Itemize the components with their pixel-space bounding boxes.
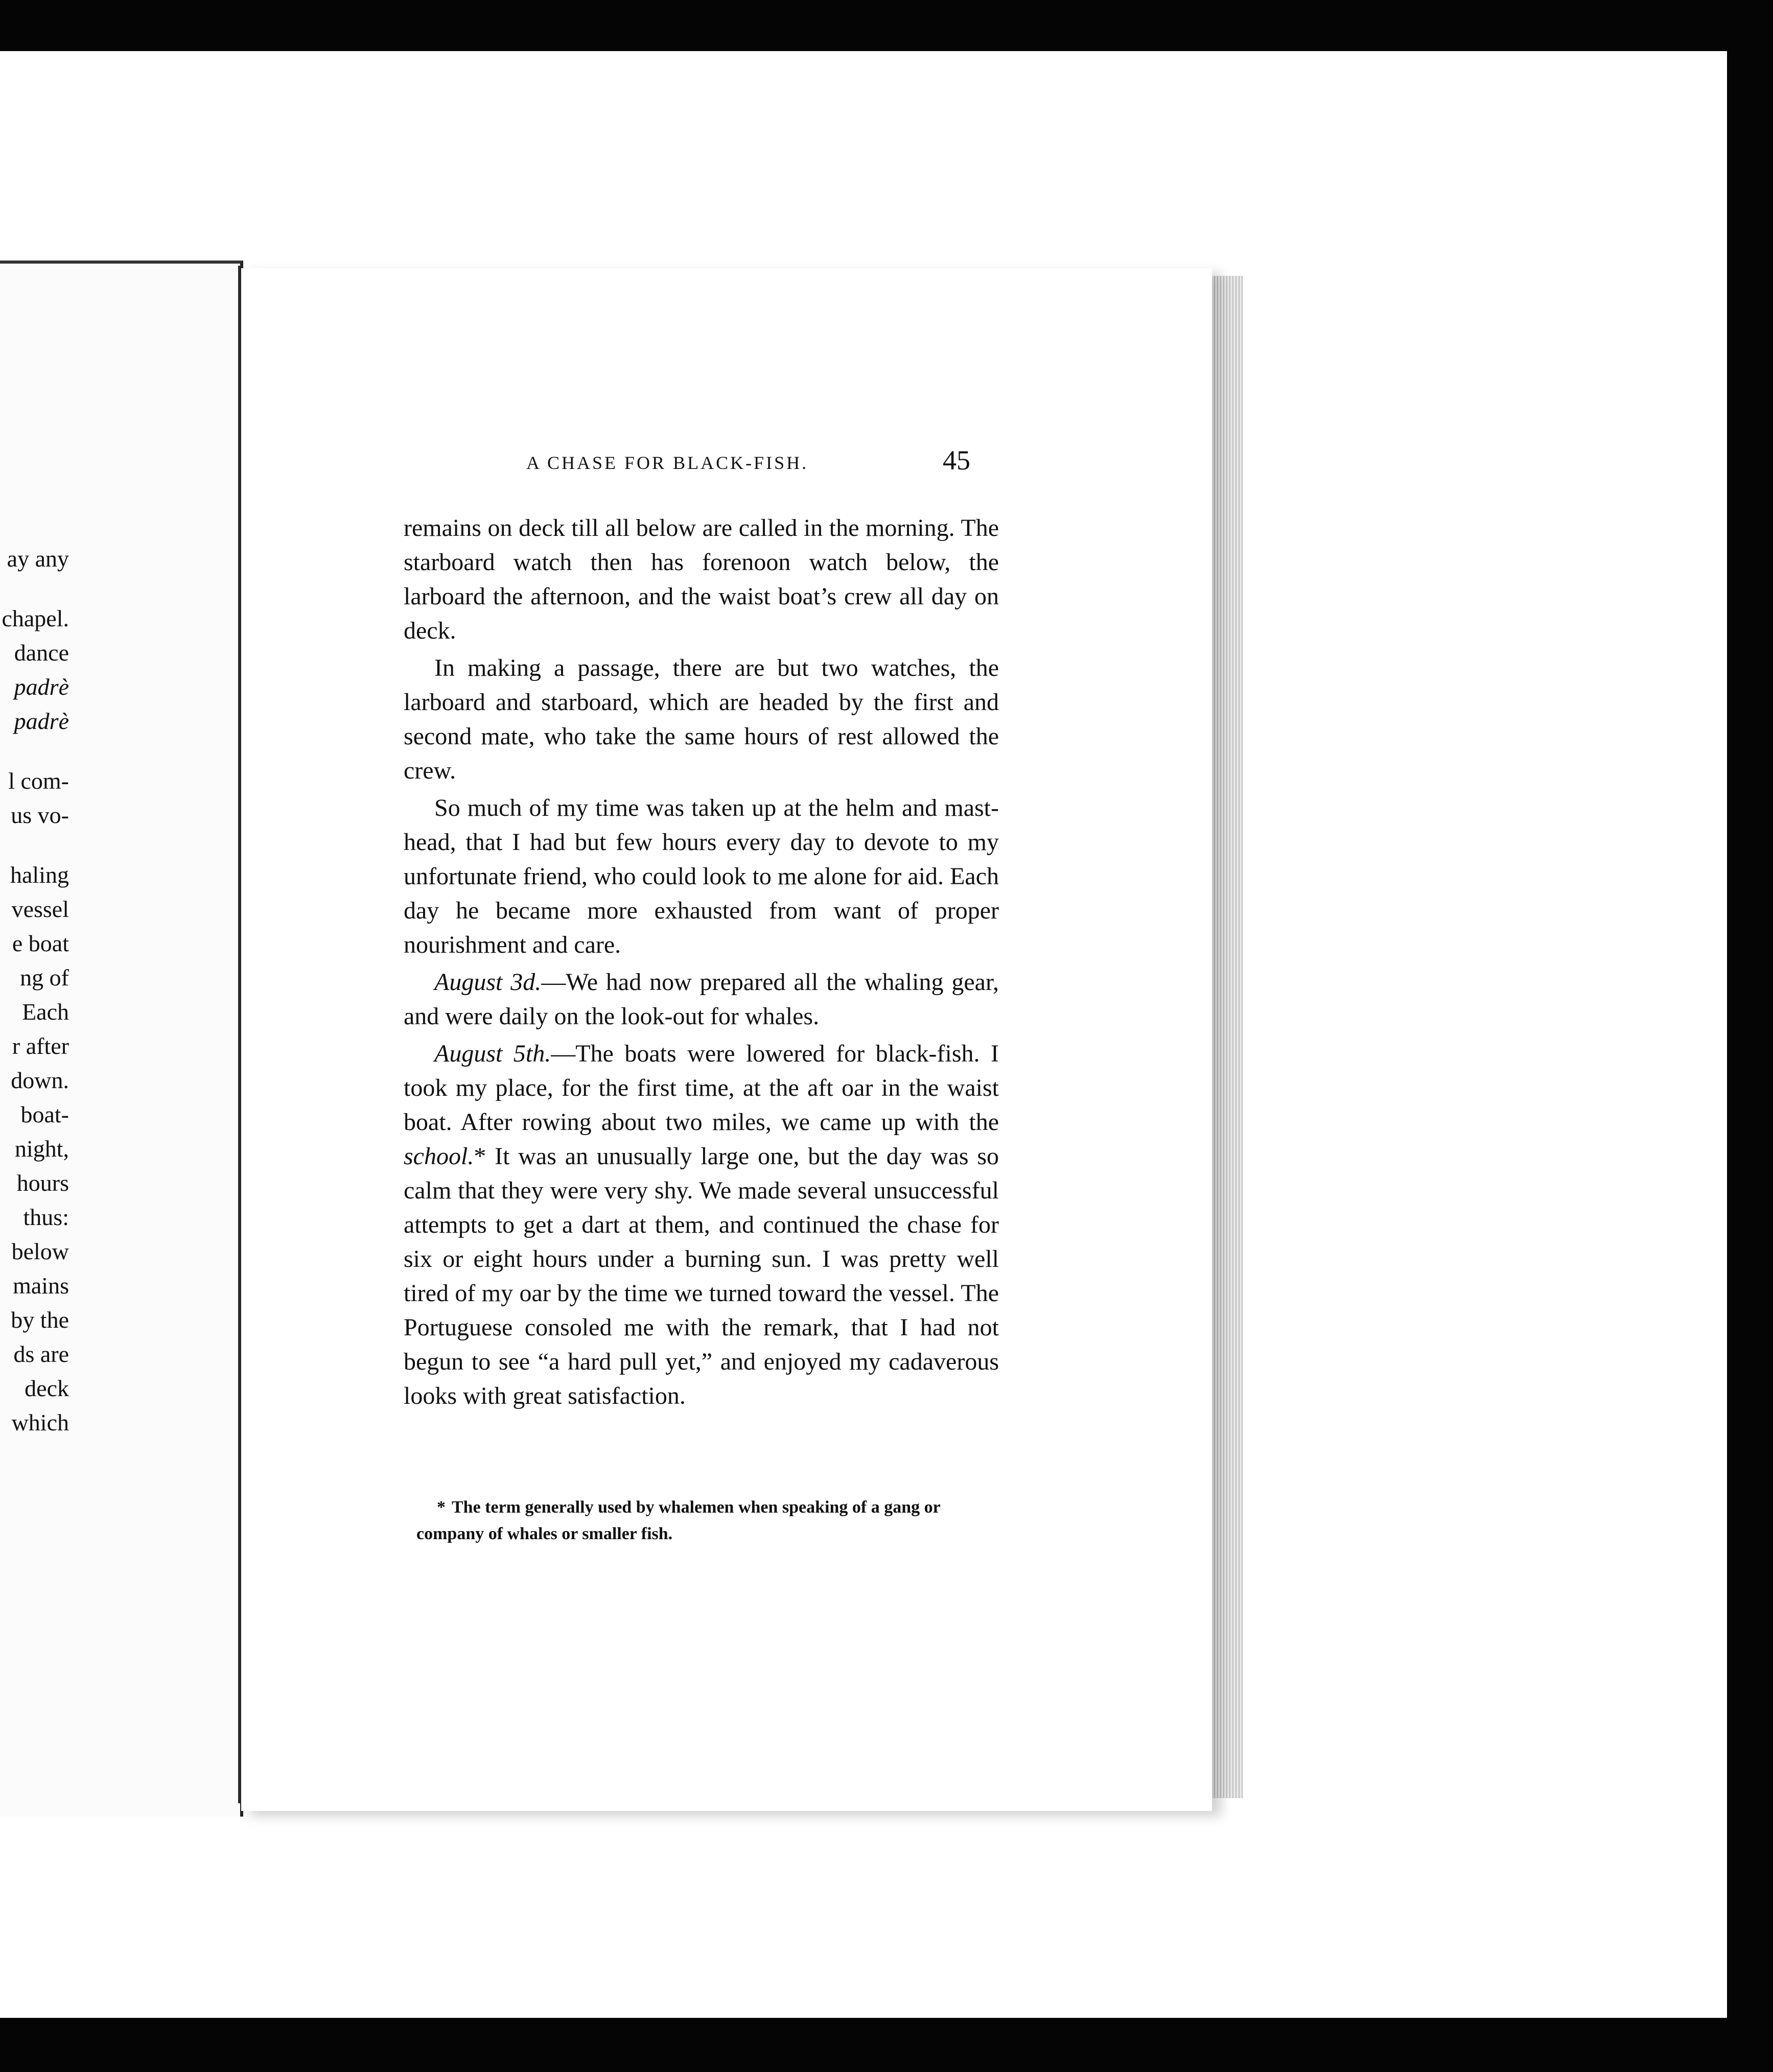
paragraph-text: It was an unusually large one, but the day was so calm that they were very shy. We made several unsuccessful attempts to get a dart at them, and continued the chase for six or eight hours under a burning sun. I was pretty well tired of my oar by the time we turned toward the vessel. The Portuguese consoled me with the remark, that I had not begun to see “a hard pull yet,” and enjoyed my cadaverous looks with great satisfaction. (404, 1143, 999, 1409)
left-line: haling (10, 862, 69, 888)
italic-term: school. (404, 1143, 474, 1170)
left-line: deck (25, 1375, 69, 1401)
left-line: us vo- (11, 802, 69, 828)
page-number: 45 (943, 445, 970, 476)
left-line: thus: (23, 1204, 69, 1230)
left-line: by the (11, 1307, 69, 1333)
body-text (404, 511, 999, 1416)
left-line: hours (16, 1170, 69, 1196)
date-heading: August 3d. (434, 969, 542, 996)
left-line: r after (12, 1033, 69, 1059)
paragraph: So much of my time was taken up at the helm and mast-head, that I had but few hours every day to devote to my unfortunate friend, who could look to me alone for aid. Each day he became more exhausted from want of proper nourishment and care. (404, 794, 999, 958)
left-line-gap (0, 738, 69, 764)
left-line: ay any (7, 546, 69, 572)
paragraph-text: —The boats were lowered for black-fish. I took my place, for the first time, at the aft oar in the waist boat. After rowing about two miles, we came up with the (404, 1040, 999, 1136)
scan-border-right (1727, 0, 1773, 2072)
footnote (416, 1494, 999, 1547)
paragraph-august-5 (404, 1037, 999, 1413)
scan-border-bottom (0, 2018, 1773, 2072)
footnote-mark: * (437, 1498, 446, 1517)
paragraph-text: —We had now prepared all the whaling gear, and were daily on the look-out for whales. (404, 969, 999, 1030)
left-line: Each (22, 999, 69, 1025)
page-edges (1212, 276, 1243, 1798)
left-line: ng of (20, 964, 69, 991)
left-line: vessel (11, 896, 69, 922)
date-heading: August 5th. (434, 1040, 551, 1067)
left-line: padrè (14, 674, 69, 700)
left-line: ds are (13, 1341, 69, 1367)
left-line: boat- (20, 1101, 69, 1127)
left-line: padrè (14, 708, 69, 734)
footnote-reference: * (474, 1143, 486, 1170)
left-line-gap (0, 576, 69, 601)
left-line: mains (13, 1273, 69, 1299)
left-line: e boat (12, 930, 69, 956)
running-head: A CHASE FOR BLACK-FISH. (526, 453, 809, 473)
left-line: down. (11, 1067, 69, 1093)
paragraph: remains on deck till all below are called in the morning. The starboard watch then has forenoon watch below, the larboard the afternoon, and the waist boat’s crew all day on deck. (404, 514, 999, 644)
paragraph: In making a passage, there are but two watches, the larboard and starboard, which are headed by the first and second mate, who take the same hours of rest allowed the crew. (404, 654, 999, 784)
left-line: which (11, 1409, 69, 1435)
left-line: night, (14, 1136, 69, 1162)
footnote-text: The term generally used by whalemen when speaking of a gang or company of whales or smaller fish. (416, 1498, 941, 1543)
left-line: below (11, 1238, 69, 1264)
paragraph-august-3 (404, 965, 999, 1033)
left-line: chapel. (2, 605, 69, 631)
left-line: l com- (8, 768, 69, 794)
left-line: dance (14, 640, 69, 666)
left-line-gap (0, 832, 69, 858)
scan-border-top (0, 0, 1773, 51)
left-page-text-fragments (0, 541, 69, 1440)
